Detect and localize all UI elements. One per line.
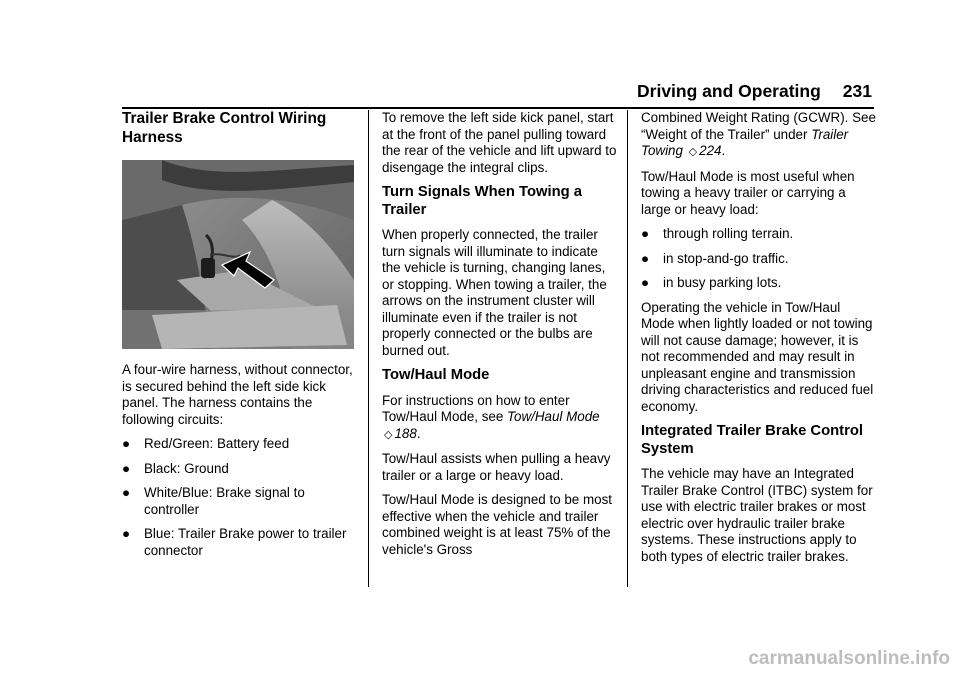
watermark: carmanualsonline.info [748,648,950,669]
section-title: Driving and Operating [637,81,821,101]
list-item: ● through rolling terrain. [641,226,794,241]
kick-panel-removal: To remove the left side kick panel, start at the front of the panel pulling toward the rear of the vehicle and lift upward to disengage the integral clips. [382,110,617,175]
list-item: ● Red/Green: Battery feed [122,436,290,451]
harness-intro: A four-wire harness, without connector, is secured behind the left side kick panel. The harness contains the following circuits: [122,362,353,427]
list-item: ● in busy parking lots. [641,275,782,290]
tow-haul-design: Tow/Haul Mode is designed to be most effective when the vehicle and trailer combined weight is at least 75% of the vehicle's Gross [382,492,612,557]
column-1 [122,110,358,567]
heading-wiring-harness: Trailer Brake Control Wiring Harness [122,110,327,146]
heading-itbc: Integrated Trailer Brake Control System [641,423,864,457]
list-item: ● Blue: Trailer Brake power to trailer connector [122,526,347,558]
tow-haul-warning: Operating the vehicle in Tow/Haul Mode when lightly loaded or not towing will not cause damage; however, it is not recommended and may result in unpleasant engine and transmission driving characteristics and reduced fuel economy. [641,299,874,414]
column-3 [641,110,877,573]
list-item: ● in stop-and-go traffic. [641,250,789,266]
page-ref-icon: ◇ [688,146,698,158]
column-divider [627,110,628,587]
trailer-towing-link[interactable]: Trailer Towing [641,126,849,158]
page-ref[interactable]: 188 [394,425,417,441]
itbc-text: The vehicle may have an Integrated Trailer Brake Control (ITBC) system for use with electric trailer brakes or most electric over hydraulic trailer brake systems. These instructions apply to both types of electric trailer brakes. [641,466,873,564]
page-ref[interactable]: 224 [699,143,722,158]
column-2 [382,110,618,566]
list-item: ● Black: Ground [122,460,229,476]
header-rule [122,107,874,109]
kick-panel-photo [122,160,354,349]
tow-haul-link[interactable]: Tow/Haul Mode [507,409,600,424]
page-header [637,81,872,102]
tow-haul-useful: Tow/Haul Mode is most useful when towing a heavy trailer or carrying a large or heavy load: [641,168,855,217]
column-divider [368,110,369,587]
tow-haul-assists: Tow/Haul assists when pulling a heavy trailer or a large or heavy load. [382,451,611,483]
tow-haul-instructions: For instructions on how to enter Tow/Haul Mode, see Tow/Haul Mode ◇ 188. [382,392,600,441]
page-number: 231 [842,81,872,101]
gcwr-text: Combined Weight Rating (GCWR). See “Weight of the Trailer” under Trailer Towing ◇ 224. [641,110,876,158]
heading-turn-signals: Turn Signals When Towing a Trailer [382,184,583,218]
heading-tow-haul: Tow/Haul Mode [382,367,490,383]
page-ref-icon: ◇ [384,428,393,441]
list-item: ● White/Blue: Brake signal to controller [122,485,305,517]
turn-signals-text: When properly connected, the trailer turn signals will illuminate to indicate the vehicle is turning, changing lanes, or stopping. When towing a trailer, the arrows on the instrument cluster will illuminate even if the trailer is not properly connected or the bulbs are burned out. [382,227,607,358]
